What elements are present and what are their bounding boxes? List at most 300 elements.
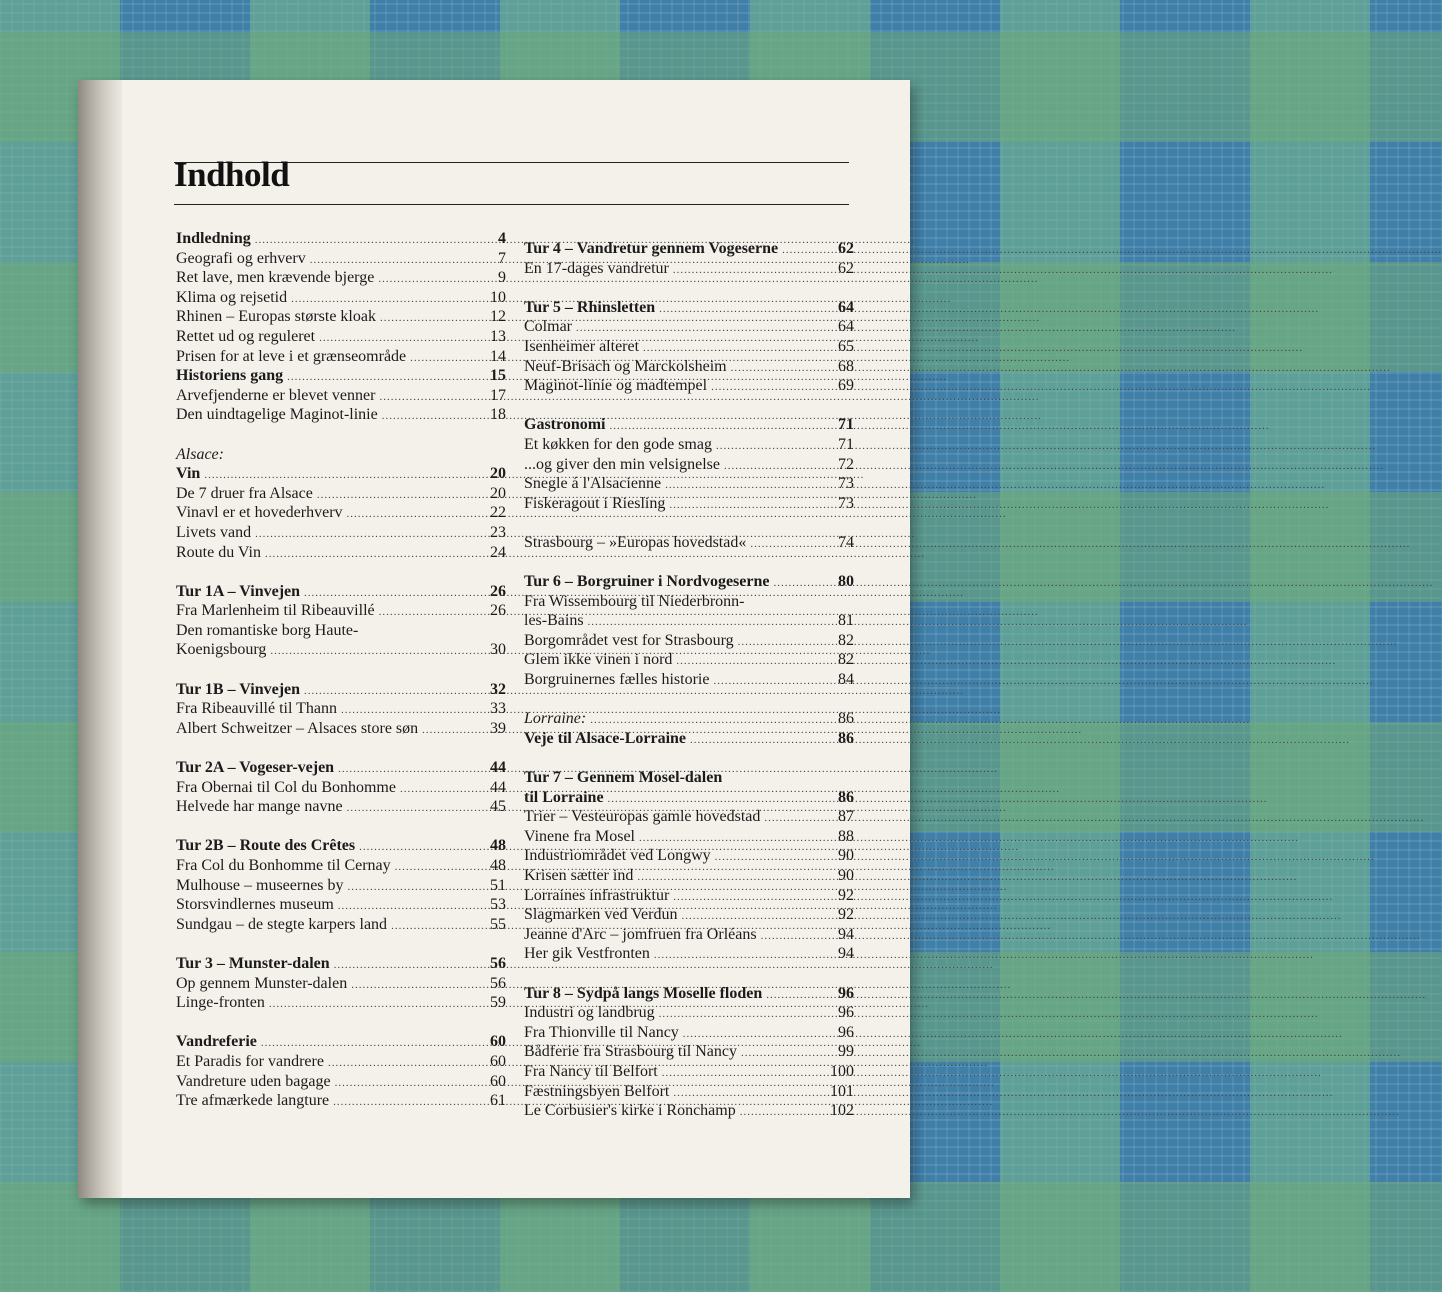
toc-entry-label: Vandreture uden bagage [176, 1072, 331, 1090]
toc-entry [524, 534, 854, 554]
dot-leader [378, 273, 474, 285]
dot-leader [204, 469, 474, 481]
toc-entry-page: 13 [490, 327, 506, 345]
toc-entry-page: 26 [490, 582, 506, 600]
dot-leader [317, 489, 474, 501]
toc-entry-page: 48 [490, 837, 506, 855]
toc-entry-page: 100 [830, 1062, 854, 1080]
toc-entry-label: Maginot-linie og madtempel [524, 377, 708, 395]
toc-entry-page: 48 [490, 857, 506, 874]
toc-entry-label: Colmar [524, 318, 572, 336]
toc-entry-page: 26 [490, 602, 506, 620]
toc-entry [524, 416, 854, 436]
toc-spacer [524, 514, 854, 534]
toc-entry [176, 916, 506, 936]
toc-entry-page: 71 [838, 435, 854, 453]
dot-leader [659, 303, 822, 315]
toc-entry-page: 62 [838, 240, 854, 257]
dot-leader [400, 783, 474, 795]
dot-leader [270, 645, 474, 657]
toc-entry-label: Tur 2B – Route des Crêtes [176, 837, 356, 855]
toc-entry [524, 377, 854, 397]
dot-leader [255, 528, 474, 540]
toc-entry-label: Alsace: [176, 445, 224, 463]
toc-entry [176, 504, 506, 524]
dot-leader [338, 763, 474, 775]
dot-leader [676, 655, 822, 667]
toc-entry [524, 926, 854, 946]
dot-leader [410, 352, 474, 364]
toc-spacer [176, 739, 506, 759]
toc-entry [176, 641, 506, 661]
toc-entry-page: 86 [838, 729, 854, 747]
toc-entry-label: Neuf-Brisach og Marckolsheim [524, 357, 727, 375]
toc-entry [524, 240, 854, 260]
toc-entry-label: Veje til Alsace-Lorraine [524, 729, 687, 747]
toc-entry-label: Slagmarken ved Verdun [524, 906, 678, 924]
toc-entry-label: Fæstningsbyen Belfort [524, 1082, 670, 1100]
toc-entry [524, 730, 854, 750]
toc-entry-page: 90 [838, 847, 854, 865]
toc-entry-label: Fra Wissembourg til Niederbronn- [524, 592, 745, 610]
toc-entry [524, 612, 854, 632]
toc-entry-page: 99 [838, 1043, 854, 1061]
toc-entry-page: 81 [838, 612, 854, 630]
dot-leader [773, 577, 822, 589]
toc-entry-page: 96 [838, 1004, 854, 1022]
dot-leader [382, 410, 474, 422]
toc-spacer [176, 426, 506, 446]
toc-entry [176, 837, 506, 857]
toc-entry-page: 44 [490, 778, 506, 796]
toc-entry [176, 485, 506, 505]
dot-leader [348, 881, 474, 893]
dot-leader [715, 851, 822, 863]
toc-entry-label: Fra Marlenheim til Ribeauvillé [176, 602, 375, 620]
toc-entry-label: Indledning [176, 230, 251, 247]
toc-entry-label: Fra Thionville til Nancy [524, 1023, 679, 1041]
toc-entry-label: Sundgau – de stegte karpers land [176, 915, 388, 933]
toc-entry-label: Isenheimer alteret [524, 337, 640, 355]
toc-entry [524, 867, 854, 887]
toc-spacer [176, 661, 506, 681]
toc-entry-page: 55 [490, 915, 506, 933]
toc-entry [176, 1073, 506, 1093]
toc-spacer [176, 1014, 506, 1034]
dot-leader [310, 254, 474, 266]
toc-entry-label: Strasbourg – »Europas hovedstad« [524, 533, 747, 551]
toc-entry-label: Livets vand [176, 523, 252, 541]
dot-leader [333, 1096, 474, 1108]
toc-entry-label: Tur 1A – Vinvejen [176, 582, 301, 600]
toc-entry-label: Tur 5 – Rhinsletten [524, 298, 656, 316]
dot-leader [380, 312, 474, 324]
toc-entry [524, 495, 854, 515]
toc-entry-page: 32 [490, 680, 506, 698]
toc-entry [524, 358, 854, 378]
toc-spacer [524, 965, 854, 985]
toc-entry [524, 436, 854, 456]
toc-entry [524, 593, 854, 613]
dot-leader [608, 793, 822, 805]
toc-entry [176, 779, 506, 799]
dot-leader [379, 606, 474, 618]
toc-entry [524, 985, 854, 1005]
dot-leader [391, 920, 474, 932]
toc-entry-label: Geografi og erhverv [176, 249, 306, 267]
toc-spacer [176, 818, 506, 838]
toc-entry-page: 80 [838, 573, 854, 591]
toc-entry-label: Historiens gang [176, 367, 284, 385]
dot-leader [379, 391, 474, 403]
toc-entry-label: ...og giver den min velsignelse [524, 455, 720, 473]
toc-entry-page: 72 [838, 455, 854, 473]
toc-entry-label: Ret lave, men krævende bjerge [176, 269, 375, 287]
toc-entry [524, 887, 854, 907]
toc-entry-page: 56 [490, 954, 506, 972]
toc-entry-label: Storsvindlernes museum [176, 896, 334, 914]
toc-entry [524, 475, 854, 495]
toc-entry-label: Tur 2A – Vogeser-vejen [176, 759, 335, 777]
toc-entry-label: Fra Ribeauvillé til Thann [176, 700, 338, 718]
toc-entry [524, 789, 854, 809]
toc-entry [524, 769, 854, 789]
toc-entry-page: 53 [490, 896, 506, 914]
toc-entry [176, 720, 506, 740]
toc-entry-page: 68 [838, 357, 854, 375]
dot-leader [639, 832, 822, 844]
dot-leader [261, 1037, 474, 1049]
toc-entry-page: 71 [838, 416, 854, 434]
dot-leader [255, 234, 474, 246]
toc-spacer [524, 397, 854, 417]
dot-leader [716, 440, 822, 452]
toc-entry-label: Rettet ud og reguleret [176, 327, 316, 345]
toc-entry-label: Trier – Vesteuropas gamle hovedstad [524, 808, 761, 826]
toc-entry [176, 544, 506, 564]
dot-leader [713, 675, 822, 687]
toc-entry-page: 86 [838, 710, 854, 728]
toc-entry [176, 681, 506, 701]
toc-entry [524, 945, 854, 965]
toc-entry-label: Mulhouse – museernes by [176, 876, 344, 894]
toc-entry [176, 1053, 506, 1073]
toc-entry-page: 39 [490, 719, 506, 737]
dot-leader [334, 959, 474, 971]
dot-leader [347, 802, 474, 814]
dot-leader [673, 1087, 822, 1099]
toc-entry-page: 17 [490, 386, 506, 404]
dot-leader [319, 332, 474, 344]
toc-entry [176, 602, 506, 622]
dot-leader [731, 362, 822, 374]
toc-entry-page: 14 [490, 347, 506, 365]
toc-entry-label: Industriområdet ved Longwy [524, 847, 711, 865]
toc-entry [176, 524, 506, 544]
toc-entry [524, 632, 854, 652]
toc-entry-label: Bådferie fra Strasbourg til Nancy [524, 1043, 737, 1061]
dot-leader [690, 734, 822, 746]
dot-leader [782, 244, 822, 256]
toc-entry-page: 60 [490, 1052, 506, 1070]
toc-entry [176, 289, 506, 309]
toc-entry-label: Den uindtagelige Maginot-linie [176, 406, 378, 424]
toc-entry-page: 87 [838, 808, 854, 826]
toc-entry [176, 367, 506, 387]
dot-leader [341, 704, 474, 716]
page-title: Indhold [174, 155, 290, 194]
toc-entry [176, 269, 506, 289]
toc-entry-label: Klima og rejsetid [176, 288, 288, 306]
dot-leader [681, 910, 822, 922]
toc-entry-label: Vinene fra Mosel [524, 827, 635, 845]
toc-entry-page: 74 [838, 533, 854, 551]
toc-entry-page: 51 [490, 876, 506, 894]
toc-entry-label: Tur 8 – Sydpå langs Moselle floden [524, 984, 763, 1002]
toc-right-column [524, 240, 854, 1122]
toc-spacer [524, 279, 854, 299]
toc-entry [524, 573, 854, 593]
dot-leader [335, 1077, 474, 1089]
toc-entry-page: 64 [838, 318, 854, 336]
toc-entry-label: Op gennem Munster-dalen [176, 974, 348, 992]
toc-entry-label: Her gik Vestfronten [524, 945, 650, 963]
toc-entry-label: Route du Vin [176, 543, 261, 561]
toc-entry-label: Industri og landbrug [524, 1004, 655, 1022]
dot-leader [351, 979, 474, 991]
toc-entry-label: Borgområdet vest for Strasbourg [524, 631, 734, 649]
dot-leader [662, 1067, 822, 1079]
toc-entry-label: Vin [176, 465, 201, 483]
toc-entry-page: 62 [838, 259, 854, 277]
toc-entry [524, 1102, 854, 1122]
toc-entry-page: 92 [838, 906, 854, 924]
toc-entry-label: Helvede har mange navne [176, 798, 343, 816]
toc-entry-label: Tur 1B – Vinvejen [176, 680, 301, 698]
toc-entry-page: 23 [490, 523, 506, 541]
toc-entry [176, 896, 506, 916]
toc-entry-page: 10 [490, 288, 506, 306]
toc-entry-label: Et køkken for den gode smag [524, 435, 712, 453]
dot-leader [269, 998, 474, 1010]
dot-leader [741, 1047, 822, 1059]
toc-entry-page: 12 [490, 308, 506, 326]
toc-entry [176, 348, 506, 368]
toc-entry-page: 44 [490, 759, 506, 777]
toc-entry-label: Rhinen – Europas største kloak [176, 308, 376, 326]
toc-entry [176, 622, 506, 642]
toc-entry [524, 828, 854, 848]
dot-leader [750, 538, 822, 550]
toc-entry-label: Prisen for at leve i et grænseområde [176, 347, 407, 365]
dot-leader [590, 714, 822, 726]
toc-entry-page: 30 [490, 641, 506, 659]
toc-entry [524, 651, 854, 671]
toc-entry [524, 710, 854, 730]
book-spine [78, 80, 122, 1198]
toc-entry [176, 955, 506, 975]
toc-entry-page: 60 [490, 1033, 506, 1051]
toc-entry [176, 1092, 506, 1112]
dot-leader [422, 724, 474, 736]
toc-entry-page: 102 [830, 1102, 854, 1120]
toc-spacer [176, 935, 506, 955]
toc-entry [176, 798, 506, 818]
toc-entry-label: les-Bains [524, 612, 584, 630]
dot-leader [665, 479, 822, 491]
dot-leader [609, 420, 822, 432]
toc-entry [524, 1083, 854, 1103]
toc-entry [176, 446, 506, 466]
toc-entry-page: 94 [838, 945, 854, 963]
dot-leader [338, 900, 474, 912]
dot-leader [669, 499, 822, 511]
toc-entry-label: En 17-dages vandretur [524, 259, 669, 277]
toc-spacer [524, 691, 854, 711]
toc-entry [524, 1063, 854, 1083]
dot-leader [588, 616, 822, 628]
toc-entry-label: Lorraines infrastruktur [524, 886, 670, 904]
toc-entry [524, 1024, 854, 1044]
toc-entry [176, 975, 506, 995]
toc-entry-page: 33 [490, 700, 506, 718]
toc-entry-page: 96 [838, 984, 854, 1002]
toc-entry-page: 18 [490, 406, 506, 424]
toc-entry-page: 96 [838, 1023, 854, 1041]
toc-entry-page: 82 [838, 631, 854, 649]
dot-leader [328, 1057, 474, 1069]
toc-entry-page: 24 [490, 543, 506, 561]
dot-leader [359, 841, 474, 853]
toc-entry [524, 318, 854, 338]
dot-leader [673, 264, 822, 276]
title-underline [174, 204, 849, 205]
toc-spacer [176, 563, 506, 583]
toc-entry-page: 82 [838, 651, 854, 669]
toc-entry-label: Arvefjenderne er blevet venner [176, 386, 376, 404]
toc-entry [524, 299, 854, 319]
toc-entry-label: Tur 3 – Munster-dalen [176, 954, 330, 972]
toc-entry-page: 56 [490, 974, 506, 992]
dot-leader [395, 861, 474, 873]
toc-entry [176, 230, 506, 250]
toc-entry [176, 994, 506, 1014]
toc-entry-page: 73 [838, 494, 854, 512]
dot-leader [711, 381, 822, 393]
toc-entry [176, 583, 506, 603]
dot-leader [724, 460, 822, 472]
toc-entry-label: Le Corbusier's kirke i Ronchamp [524, 1102, 736, 1120]
dot-leader [740, 1106, 822, 1118]
dot-leader [637, 871, 822, 883]
toc-entry-page: 7 [498, 249, 506, 267]
toc-entry [524, 456, 854, 476]
toc-entry-page: 61 [490, 1092, 506, 1110]
toc-entry-label: Lorraine: [524, 710, 587, 728]
toc-entry-label: Vandreferie [176, 1033, 257, 1051]
toc-entry-page: 45 [490, 798, 506, 816]
toc-entry-label: Gastronomi [524, 416, 606, 434]
dot-leader [673, 891, 822, 903]
toc-entry-label: Tur 4 – Vandretur gennem Vogeserne [524, 240, 779, 257]
toc-entry [524, 260, 854, 280]
toc-entry-label: Den romantiske borg Haute- [176, 621, 359, 639]
toc-entry-label: til Lorraine [524, 788, 604, 806]
dot-leader [287, 371, 474, 383]
toc-entry-label: Tur 6 – Borgruiner i Nordvogeserne [524, 573, 770, 591]
dot-leader [643, 342, 822, 354]
toc-entry [176, 877, 506, 897]
toc-entry-page: 101 [830, 1082, 854, 1100]
dot-leader [291, 293, 474, 305]
toc-entry-label: De 7 druer fra Alsace [176, 484, 313, 502]
toc-entry-label: Snegle á l'Alsacienne [524, 475, 662, 493]
toc-entry-page: 65 [838, 337, 854, 355]
toc-entry-label: Tur 7 – Gennem Mosel-dalen [524, 769, 723, 787]
toc-entry-label: Linge-fronten [176, 994, 265, 1012]
dot-leader [265, 548, 474, 560]
toc-entry [176, 406, 506, 426]
dot-leader [304, 685, 474, 697]
toc-entry-page: 20 [490, 465, 506, 483]
toc-entry-label: Fra Nancy til Belfort [524, 1062, 658, 1080]
toc-entry [176, 465, 506, 485]
toc-entry-page: 92 [838, 886, 854, 904]
toc-entry-label: Koenigsbourg [176, 641, 267, 659]
toc-entry-page: 20 [490, 484, 506, 502]
dot-leader [654, 949, 822, 961]
toc-entry-page: 84 [838, 671, 854, 689]
toc-entry-label: Fiskeragout i Riesling [524, 494, 666, 512]
toc-entry [524, 1043, 854, 1063]
toc-entry-page: 59 [490, 994, 506, 1012]
toc-entry-label: Krisen sætter ind [524, 867, 634, 884]
toc-entry-page: 69 [838, 377, 854, 395]
dot-leader [347, 508, 474, 520]
toc-entry-label: Fra Col du Bonhomme til Cernay [176, 857, 391, 874]
toc-entry-page: 22 [490, 504, 506, 522]
toc-entry-page: 64 [838, 298, 854, 316]
toc-entry [176, 1033, 506, 1053]
toc-entry-page: 88 [838, 827, 854, 845]
toc-entry-label: Et Paradis for vandrere [176, 1052, 324, 1070]
dot-leader [659, 1008, 822, 1020]
toc-entry [524, 906, 854, 926]
toc-entry [176, 857, 506, 877]
toc-entry [176, 759, 506, 779]
toc-entry-label: Fra Obernai til Col du Bonhomme [176, 778, 396, 796]
dot-leader [766, 989, 822, 1001]
book-page [78, 80, 910, 1198]
toc-entry [524, 671, 854, 691]
toc-entry [176, 387, 506, 407]
dot-leader [576, 322, 822, 334]
toc-spacer [524, 749, 854, 769]
toc-entry-page: 4 [498, 230, 506, 247]
toc-entry-page: 73 [838, 475, 854, 493]
toc-entry [176, 250, 506, 270]
dot-leader [304, 587, 474, 599]
dot-leader [761, 930, 822, 942]
toc-entry [524, 847, 854, 867]
toc-spacer [524, 554, 854, 574]
toc-entry-page: 94 [838, 925, 854, 943]
toc-entry-label: Tre afmærkede langture [176, 1092, 330, 1110]
toc-entry-page: 60 [490, 1072, 506, 1090]
toc-entry-label: Albert Schweitzer – Alsaces store søn [176, 719, 419, 737]
toc-entry [524, 338, 854, 358]
toc-entry [176, 700, 506, 720]
